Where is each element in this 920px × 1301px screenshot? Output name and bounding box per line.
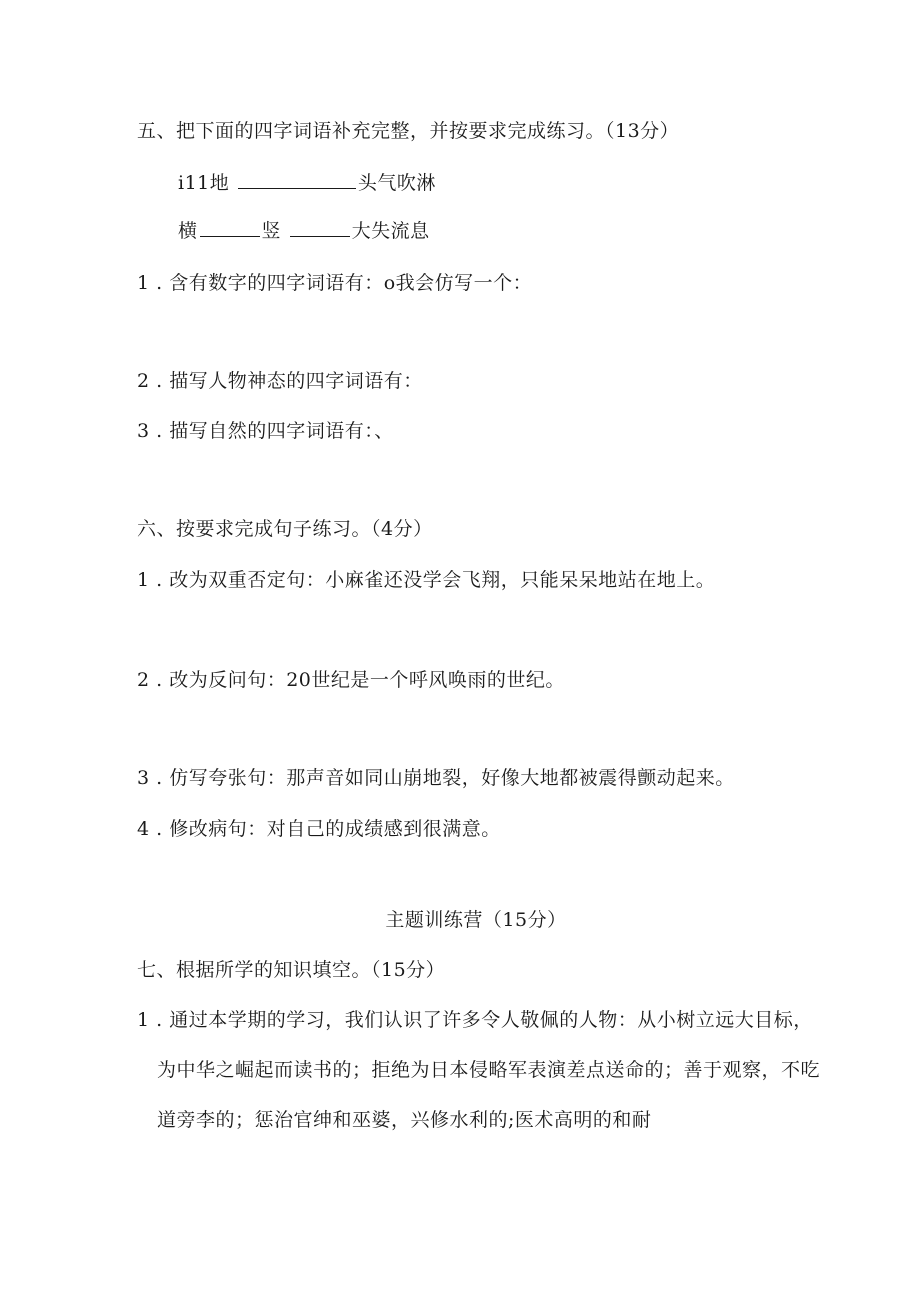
theme-camp-title: 主题训练营（15分） (385, 909, 567, 931)
fill-blank[interactable] (200, 218, 260, 237)
row-1-item-2: 头气吹淋 (357, 172, 436, 194)
section-6-question-4: 4 . 修改病句：对自己的成绩感到很满意。 (137, 818, 501, 840)
section-5-row-2 (178, 218, 430, 244)
fill-blank[interactable] (290, 218, 350, 237)
section-7-question-1-line-2: 为中华之崛起而读书的；拒绝为日本侵略军表演差点送命的；善于观察，不吃 (157, 1059, 821, 1081)
section-5-row-1 (178, 170, 436, 196)
row-2-item-3: 大失流息 (351, 220, 430, 242)
section-7-heading: 七、根据所学的知识填空。（15分） (137, 959, 446, 981)
row-2-item-1: 横 (178, 220, 198, 242)
section-5-heading: 五、把下面的四字词语补充完整，并按要求完成练习。（13分） (137, 120, 680, 142)
fill-blank[interactable] (238, 170, 356, 189)
row-2-item-2: 竖 (261, 220, 282, 242)
section-6-question-1: 1 . 改为双重否定句：小麻雀还没学会飞翔，只能呆呆地站在地上。 (137, 569, 716, 591)
section-7-question-1-line-3: 道旁李的；惩治官绅和巫婆，兴修水利的;医术高明的和耐 (157, 1109, 652, 1131)
section-5-question-3: 3 . 描写自然的四字词语有：、 (137, 420, 394, 442)
section-5-question-2: 2 . 描写人物神态的四字词语有： (137, 370, 423, 392)
section-7-question-1-line-1: 1 . 通过本学期的学习，我们认识了许多令人敬佩的人物：从小树立远大目标， (137, 1009, 813, 1031)
section-6-question-3: 3 . 仿写夸张句：那声音如同山崩地裂，好像大地都被震得颤动起来。 (137, 767, 735, 789)
section-6-heading: 六、按要求完成句子练习。（4分） (137, 518, 433, 540)
row-1-item-1: i11地 (178, 172, 230, 194)
section-6-question-2: 2 . 改为反问句：20世纪是一个呼风唤雨的世纪。 (137, 669, 565, 691)
section-5-question-1: 1 . 含有数字的四字词语有：o我会仿写一个： (137, 272, 533, 294)
